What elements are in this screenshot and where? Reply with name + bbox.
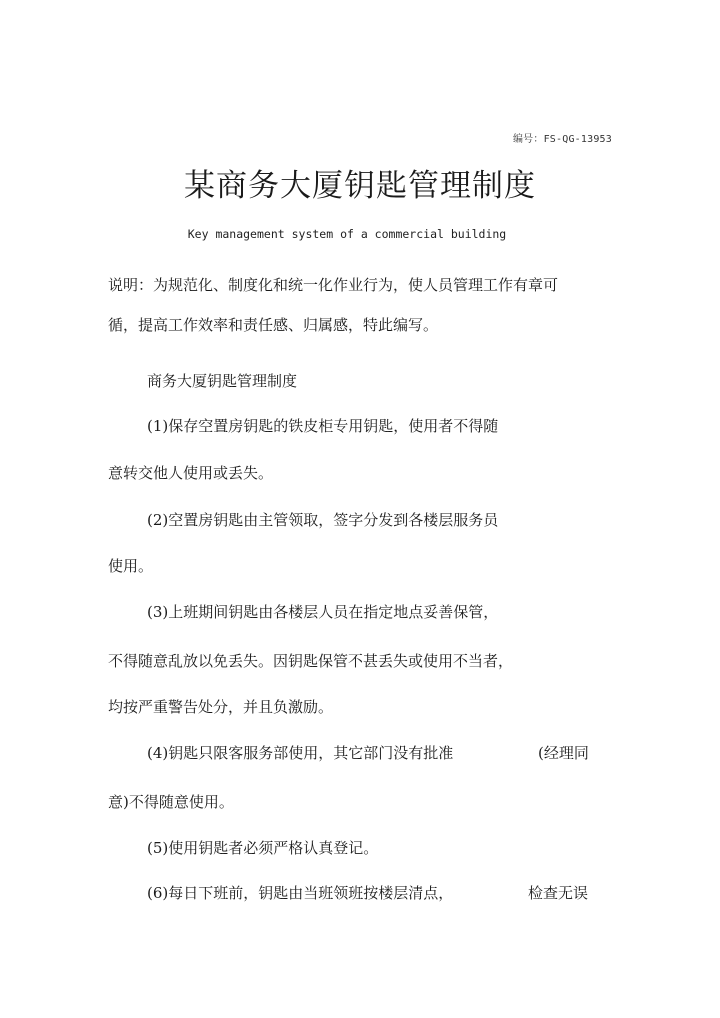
item-1-line-1: (1)保存空置房钥匙的铁皮柜专用钥匙，使用者不得随 (147, 417, 499, 435)
item-1-line-2: 意转交他人使用或丢失。 (108, 464, 274, 482)
item-5-line-1: (5)使用钥匙者必须严格认真登记。 (147, 839, 379, 857)
item-6-line-1-tail: 检查无误 (528, 884, 589, 902)
intro-line-1: 说明：为规范化、制度化和统一化作业行为，使人员管理工作有章可 (108, 276, 559, 294)
item-3-line-1: (3)上班期间钥匙由各楼层人员在指定地点妥善保管， (147, 603, 499, 621)
item-3-line-2: 不得随意乱放以免丢失。因钥匙保管不甚丢失或使用不当者， (108, 652, 514, 670)
document-number: 编号：FS-QG-13953 (512, 134, 612, 145)
document-title: 某商务大厦钥匙管理制度 (184, 168, 536, 204)
item-4-line-1-tail: (经理同 (538, 744, 589, 762)
item-2-line-1: (2)空置房钥匙由主管领取，签字分发到各楼层服务员 (147, 511, 499, 529)
intro-line-2: 循，提高工作效率和责任感、归属感，特此编写。 (108, 316, 439, 334)
section-heading: 商务大厦钥匙管理制度 (147, 372, 298, 390)
item-4-line-1: (4)钥匙只限客服务部使用，其它部门没有批准 (147, 744, 454, 762)
item-3-line-3: 均按严重警告处分，并且负激励。 (108, 698, 334, 716)
item-4-line-2: 意)不得随意使用。 (108, 793, 234, 811)
document-subtitle: Key management system of a commercial building (187, 227, 507, 241)
item-2-line-2: 使用。 (108, 557, 154, 575)
item-6-line-1: (6)每日下班前，钥匙由当班领班按楼层清点， (147, 884, 454, 902)
